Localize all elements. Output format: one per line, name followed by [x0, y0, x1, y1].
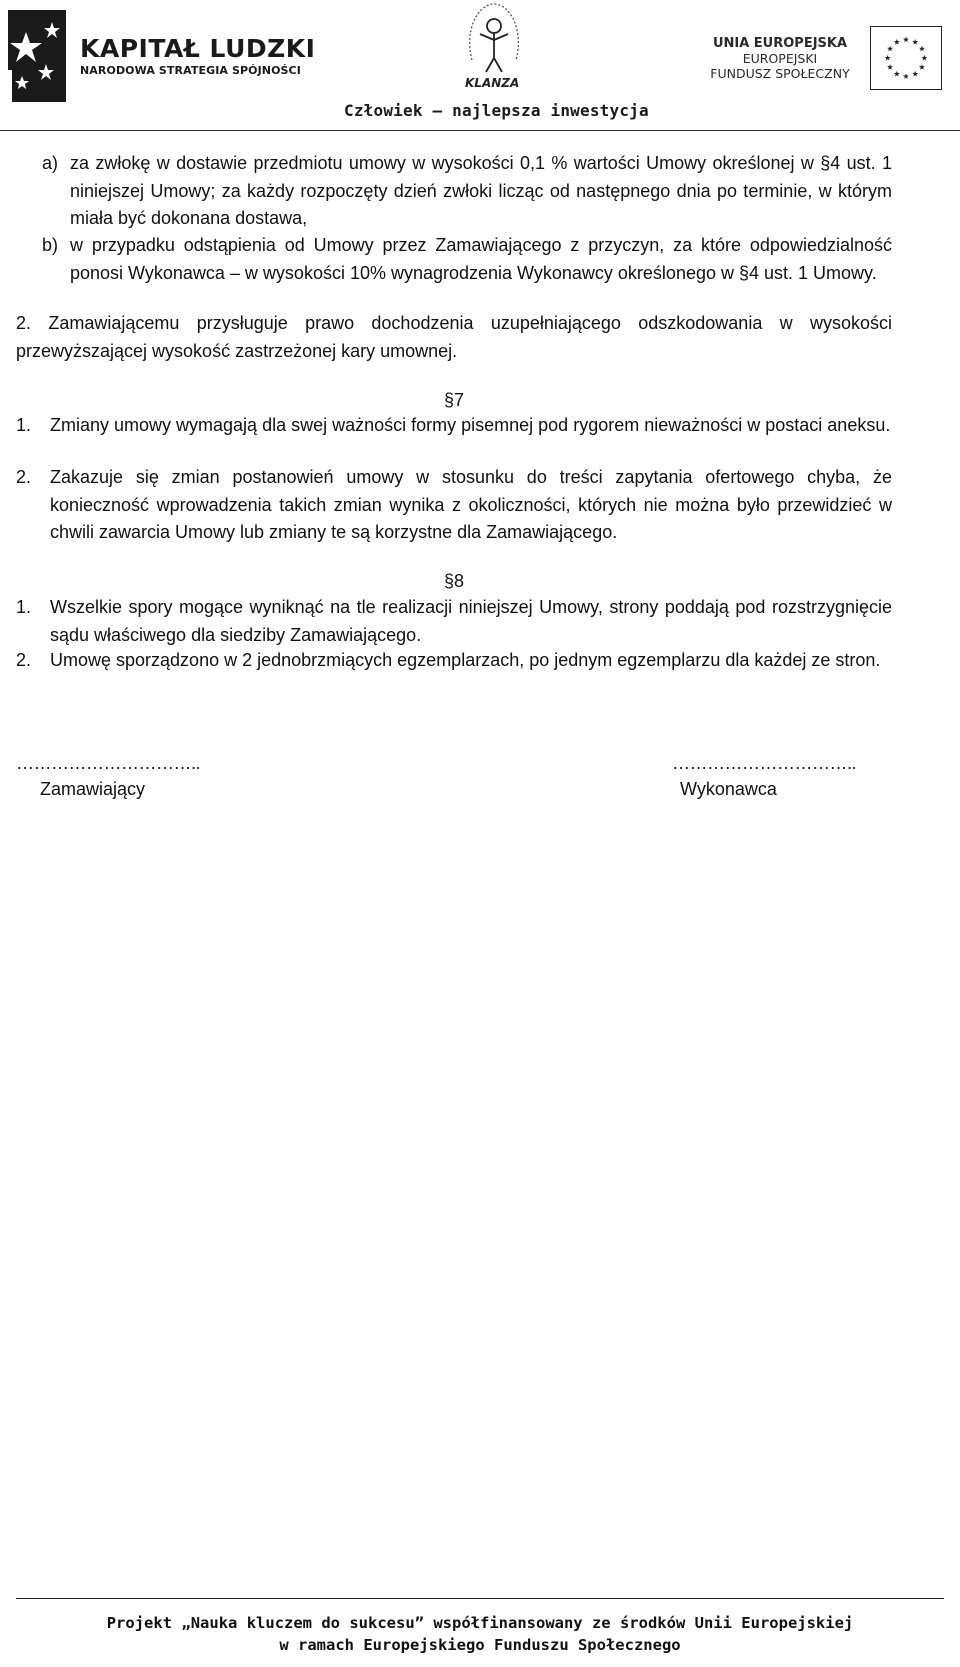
page-footer [0, 1612, 960, 1656]
item-a-text: za zwłokę w dostawie przedmiotu umowy w wysokości 0,1 % wartości Umowy określonej w §4 ust. 1 niniejszej Umowy; za każdy rozpoczęty dzień zwłoki licząc od następnego dnia po terminie, w którym miała być dokonana dostawa, [70, 153, 892, 228]
eu-star-icon [912, 39, 918, 45]
eu-star-icon [894, 71, 900, 77]
eu-star-icon [921, 55, 927, 61]
eu-flag-icon [870, 26, 942, 90]
eu-star-icon [919, 64, 925, 70]
header-tagline: Człowiek – najlepsza inwestycja [344, 101, 649, 120]
page-header [0, 0, 960, 132]
ue-line-2: EUROPEJSKI [742, 51, 818, 66]
klanza-label: KLANZA [465, 76, 520, 90]
section-8-heading: §8 [444, 571, 465, 591]
ue-wordmark [700, 36, 860, 81]
section-7-heading: §7 [444, 390, 465, 410]
header-divider [0, 130, 960, 131]
eu-star-icon [887, 64, 893, 70]
item-b-label: b) [42, 235, 59, 255]
signature-name-left: Zamawiający [40, 779, 146, 799]
eu-star-icon [885, 55, 891, 61]
footer-line-1: Projekt „Nauka kluczem do sukcesu” współfinansowany ze środków Unii Europejskiej [106, 1614, 854, 1632]
ue-line-3: FUNDUSZ SPOŁECZNY [710, 66, 850, 81]
s7-item-1-text: Zmiany umowy wymagają dla swej ważności formy pisemnej pod rygorem nieważności w postaci aneksu. [50, 415, 891, 435]
paragraph-2: 2. Zamawiającemu przysługuje prawo dochodzenia uzupełniającego odszkodowania w wysokości przewyższającej wysokość zastrzeżonej kary umownej. [16, 313, 892, 361]
s8-item-1-text: Wszelkie spory mogące wyniknąć na tle realizacji niniejszej Umowy, strony poddają pod rozstrzygnięcie sądu właściwego dla siedziby Zamawiającego. [50, 597, 892, 645]
kapital-title: KAPITAŁ LUDZKI [80, 34, 316, 63]
s7-item-2-num: 2. [16, 467, 32, 487]
eu-star-icon [903, 36, 909, 42]
kapital-subtitle: NARODOWA STRATEGIA SPÓJNOŚCI [80, 64, 301, 77]
signature-line-left: ………………………….. [16, 753, 201, 773]
s8-item-1-num: 1. [16, 597, 32, 617]
eu-star-icon [919, 46, 925, 52]
kapital-ludzki-wordmark [80, 34, 315, 77]
eu-star-icon [887, 46, 893, 52]
kapital-ludzki-logo [8, 10, 66, 102]
item-a-label: a) [42, 153, 59, 173]
s7-item-1-num: 1. [16, 415, 32, 435]
s8-item-2-num: 2. [16, 650, 32, 670]
eu-star-icon [894, 39, 900, 45]
footer-line-2: w ramach Europejskiego Funduszu Społecznego [279, 1636, 681, 1654]
footer-divider [16, 1598, 944, 1599]
signature-name-right: Wykonawca [680, 779, 777, 799]
signature-line-right: ………………………….. [672, 753, 857, 773]
eu-star-icon [903, 73, 909, 79]
eu-star-icon [912, 71, 918, 77]
item-b-text: w przypadku odstąpienia od Umowy przez Zamawiającego z przyczyn, za które odpowiedzialność ponosi Wykonawca – w wysokości 10% wynagrodzenia Wykonawcy określonego w §4 ust. 1 Umowy. [70, 235, 892, 283]
ue-line-1: UNIA EUROPEJSKA [712, 36, 848, 51]
s7-item-2-text: Zakazuje się zmian postanowień umowy w stosunku do treści zapytania ofertowego chyba, że konieczność wprowadzenia takich zmian wynika z okoliczności, których nie można było przewidzieć w chwili zawarcia Umowy lub zmiany te są korzystne dla Zamawiającego. [50, 467, 892, 542]
s8-item-2-text: Umowę sporządzono w 2 jednobrzmiących egzemplarzach, po jednym egzemplarzu dla każdej ze stron. [50, 650, 881, 670]
